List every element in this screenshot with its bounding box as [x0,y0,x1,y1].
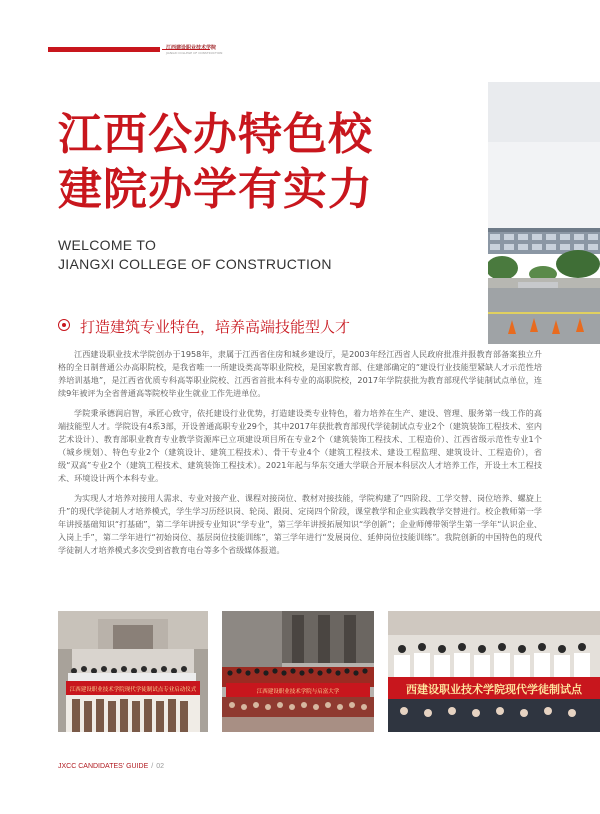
footer-label: JXCC CANDIDATES' GUIDE [58,763,149,770]
target-icon [58,319,70,331]
title-line-1: 江西公办特色校 [58,109,373,160]
page-footer [58,763,164,770]
photo-ceremony-1 [58,611,208,732]
page-title [58,107,478,217]
banner-text-3: 西建设职业技术学院现代学徒制试点 [406,683,582,696]
photo-ceremony-3 [388,611,600,732]
title-line-2: 建院办学有实力 [58,164,373,215]
brand-name: 江西建设职业技术学院 [166,45,217,51]
welcome-text [58,236,332,274]
welcome-line-2: JIANGXI COLLEGE OF CONSTRUCTION [58,256,332,272]
banner-text-2: 江西建设职业技术学院与启富大学 [256,689,340,695]
article-body [58,348,542,564]
campus-photo [488,82,600,344]
paragraph-3: 为实现人才培养对接用人需求、专业对接产业、课程对接岗位、教材对接技能，学院构建了“四阶段、工学交替、岗位培养、螺旋上升”的现代学徒制人才培养模式，学生学习历经识岗、轮岗、跟岗、定岗四个阶段，课堂教学和企业实践教学交替进行。校企教师第一学年讲授基础知识“打基础”，第二学年讲授专业知识“学专业”，第三学年讲授拓展知识“学创新”；企业师傅带领学生第一学年“认识企业、入岗上手”，第二学年进行“初始岗位、基层岗位技能训练”，第三学年进行“发展岗位、延伸岗位技能训练”。我院创新的中国特色的现代学徒制人才培养模式多次受到省教育电台等多个省级媒体报道。 [58,493,542,555]
section-title: 打造建筑专业特色，培养高端技能型人才 [80,318,351,336]
header-accent-bar [48,47,160,52]
paragraph-1: 江西建设职业技术学院创办于1958年，隶属于江西省住房和城乡建设厅，是2003年经江西省人民政府批准并报教育部备案独立升格的全日制普通公办高职院校，是我省唯一一所建设类高等职业院校，是国家教育部、住建部确定的“建设行业技能型紧缺人才示范性培养培训基地”，是江西省优质专科高等职业院校、江西省首批本科专业的高职院校，2017年学院获批为教育部现代学徒制试点单位，连续9年被评为全省普通高等院校毕业生就业工作先进单位。 [58,349,542,398]
footer-separator: / [151,763,154,770]
page-number: 02 [156,763,165,770]
banner-text-1: 江西建设职业技术学院现代学徒制试点专业启动仪式 [69,687,197,693]
welcome-line-1: WELCOME TO [58,237,157,253]
section-header [58,316,478,338]
brand-subtitle: JIANGXI COLLEGE OF CONSTRUCTION [166,51,223,55]
photo-ceremony-2 [222,611,374,732]
paragraph-2: 学院秉承德润启智，承匠心致守，依托建设行业优势，打造建设类专业特色，着力培养在生产、建设、管理、服务第一线工作的高端技能型人才。学院设有4系3部，开设普通高职专业29个，其中2017年获批教育部现代学徒制试点专业2个（建筑装饰工程技术、室内艺术设计）、教育部职业教育专业教学资源库已立项建设项目所在专业2个（建筑装饰工程技术、工程造价）、江西省级示范性专业1个（城乡规划）、特色专业2个（建筑设计、建筑工程技术）、骨干专业4个（建筑工程技术、建设工程监理、建筑设计、工程造价），省级“双高”专业2个（建筑工程技术、建筑装饰工程技术）。2021年起与华东交通大学联合开展本科层次人才培养工作，开设土木工程技术、环境设计两个本科专业。 [58,408,542,483]
